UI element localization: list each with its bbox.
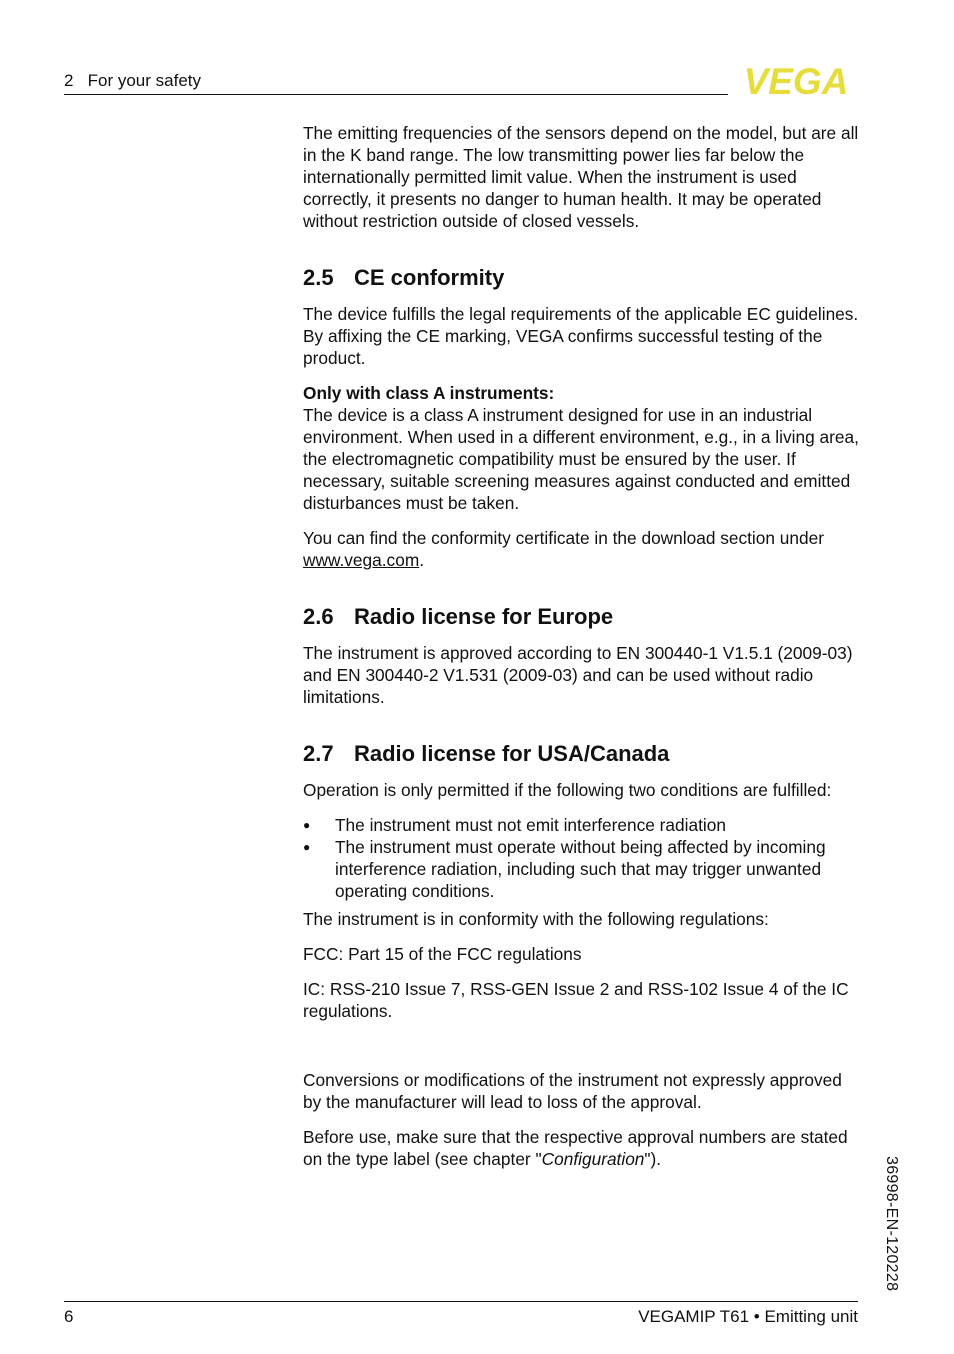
before-text: Before use, make sure that the respective approval numbers are stated on the type label (see chapter ": [303, 1127, 848, 1169]
footer-rule: [64, 1301, 858, 1302]
document-code: 36998-EN-120228: [883, 1156, 900, 1292]
regulations-intro: The instrument is in conformity with the following regulations:: [303, 909, 769, 929]
list-item: ● The instrument must not emit interference radiation: [303, 814, 859, 836]
header-rule: [64, 94, 728, 95]
chapter-reference: Configuration: [541, 1149, 645, 1169]
ce-paragraph: The device fulfills the legal requirements of the applicable EC guidelines. By affixing the CE marking, VEGA confirms successful testing of the product.: [303, 304, 859, 368]
download-paragraph: [303, 527, 859, 571]
intro-paragraph: The emitting frequencies of the sensors depend on the model, but are all in the K band range. The low transmitting power lies far below the internationally permitted limit value. When the instrument is used correctly, it presents no danger to human health. It may be operated without restriction outside of closed vessels.: [303, 123, 859, 231]
section-title: CE conformity: [354, 265, 505, 290]
footer-title: VEGAMIP T61 • Emitting unit: [638, 1307, 858, 1326]
fcc-paragraph: FCC: Part 15 of the FCC regulations: [303, 944, 582, 964]
ic-paragraph: IC: RSS-210 Issue 7, RSS-GEN Issue 2 and RSS-102 Issue 4 of the IC regulations.: [303, 979, 849, 1021]
section-title: Radio license for Europe: [354, 604, 614, 629]
download-end: .: [419, 550, 425, 570]
section-number: 2.6: [303, 604, 334, 629]
conditions-list: [303, 814, 859, 902]
main-content: [303, 122, 859, 1170]
europe-paragraph: The instrument is approved according to EN 300440-1 V1.5.1 (2009-03) and EN 300440-2 V1.531 (2009-03) and can be used without radio limitations.: [303, 643, 853, 707]
list-item: ● The instrument must operate without being affected by incoming interference radiation, including such that may trigger unwanted operating conditions.: [303, 836, 859, 902]
classa-paragraph: The device is a class A instrument designed for use in an industrial environment. When used in a different environment, e.g., in a living area, the electromagnetic compatibility must be ensured by the user. If necessary, suitable screening measures against conducted and emitted disturbances must be taken.: [303, 405, 859, 513]
section-heading-usa: [303, 741, 859, 767]
svg-text:VEGA: VEGA: [743, 64, 849, 98]
conversions-paragraph: Conversions or modifications of the instrument not expressly approved by the manufacturer will lead to loss of the approval.: [303, 1070, 842, 1112]
section-number: 2.7: [303, 741, 334, 766]
usa-paragraph: Operation is only permitted if the following two conditions are fulfilled:: [303, 780, 832, 800]
vega-link[interactable]: www.vega.com: [303, 550, 420, 570]
section-number: 2.5: [303, 265, 334, 290]
download-text: You can find the conformity certificate in the download section under: [303, 528, 824, 548]
before-use-paragraph: [303, 1126, 859, 1170]
classa-label: Only with class A instruments:: [303, 383, 555, 403]
page-number: 6: [64, 1307, 74, 1326]
running-header: 2 For your safety: [64, 71, 201, 90]
section-heading-ce: [303, 265, 859, 291]
section-heading-europe: [303, 604, 859, 630]
section-title: Radio license for USA/Canada: [354, 741, 670, 766]
before-end: ").: [644, 1149, 662, 1169]
vega-logo: [734, 64, 858, 98]
